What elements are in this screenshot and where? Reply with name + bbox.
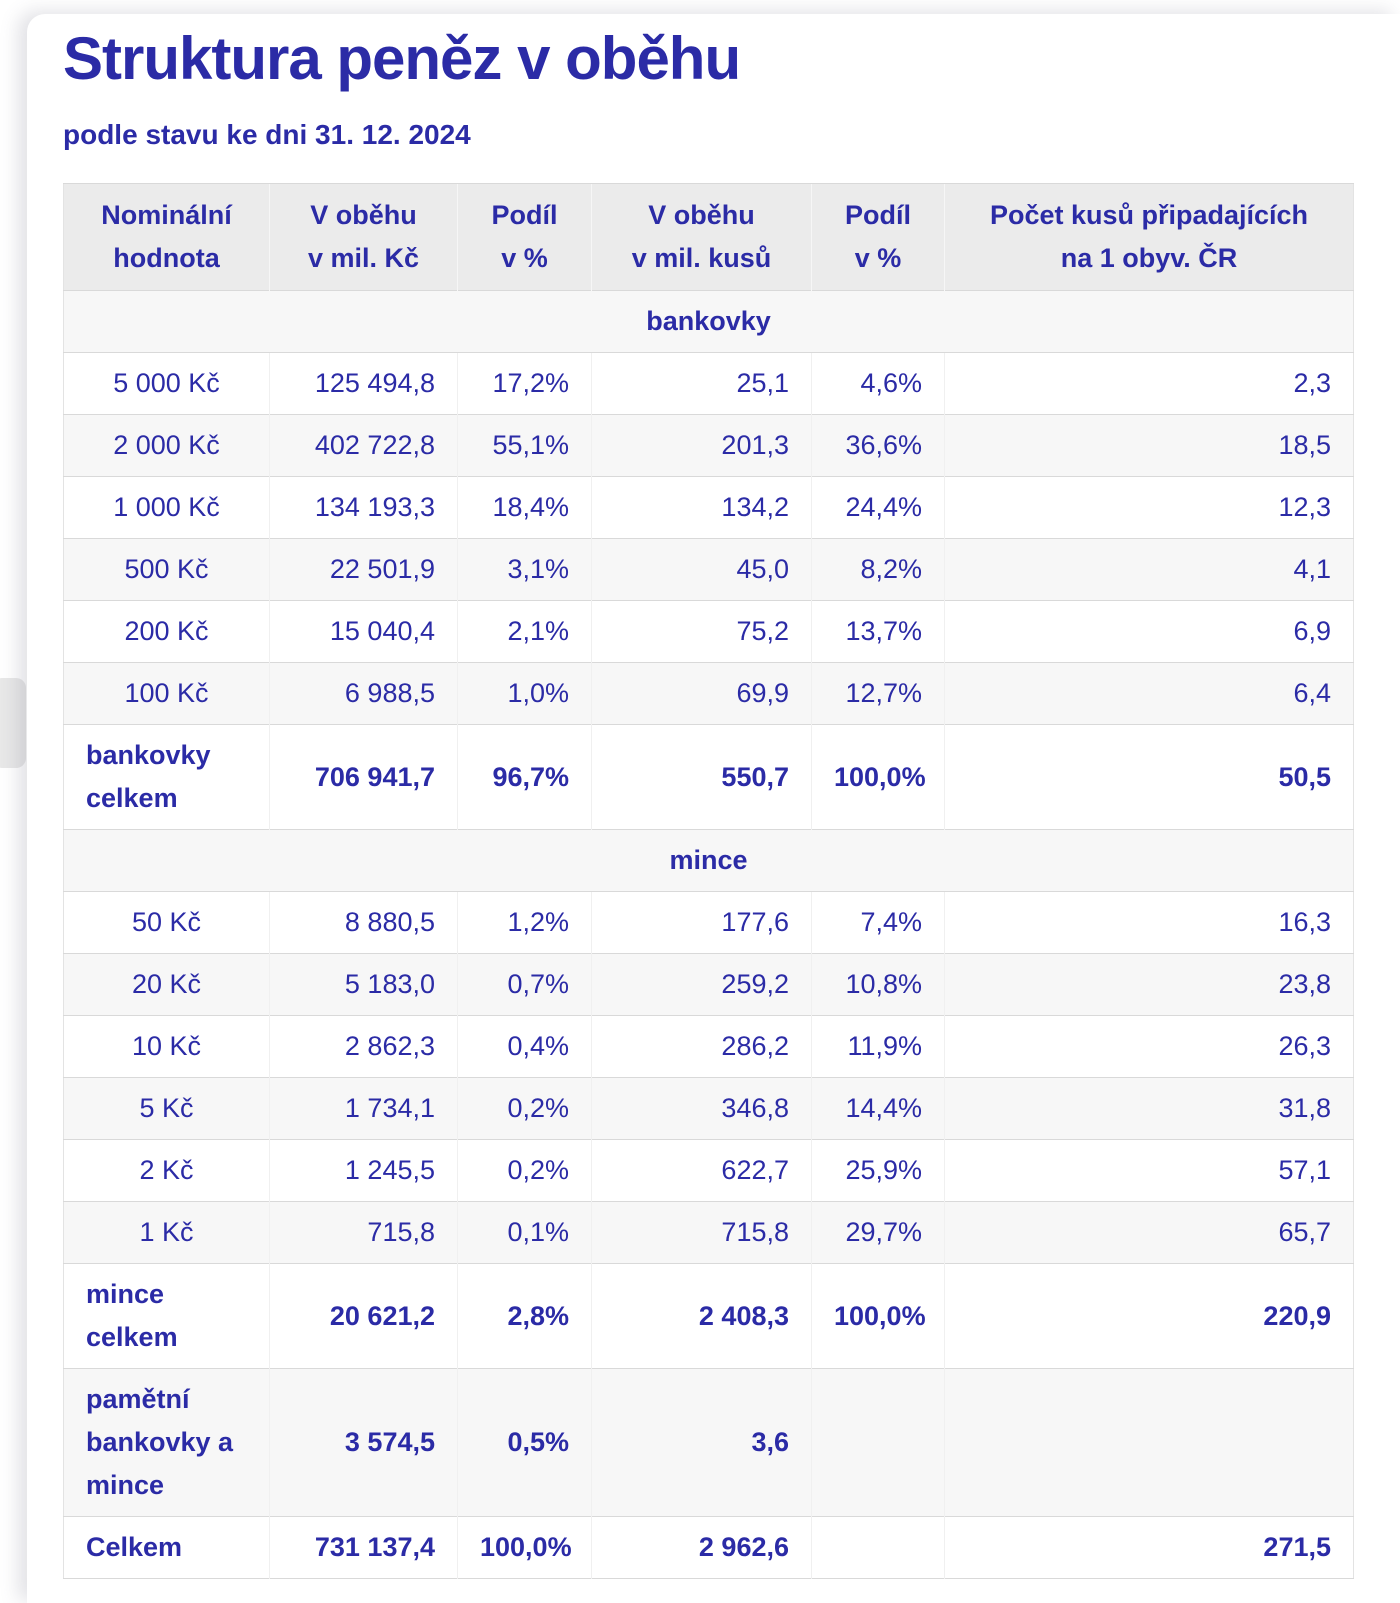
- table-row: [64, 1016, 1354, 1078]
- value-cell: 0,4%: [458, 1016, 592, 1078]
- value-cell: [945, 1369, 1354, 1517]
- value-cell: 75,2: [592, 601, 812, 663]
- value-cell: 6,4: [945, 663, 1354, 725]
- value-cell: 622,7: [592, 1140, 812, 1202]
- table-row: [64, 1202, 1354, 1264]
- value-cell: 134 193,3: [270, 477, 458, 539]
- table-row: [64, 353, 1354, 415]
- value-cell: 402 722,8: [270, 415, 458, 477]
- value-cell: 271,5: [945, 1517, 1354, 1579]
- value-cell: 0,7%: [458, 954, 592, 1016]
- value-cell: 2 962,6: [592, 1517, 812, 1579]
- column-header-1: V oběhu v mil. Kč: [270, 184, 458, 291]
- value-cell: 220,9: [945, 1264, 1354, 1369]
- value-cell: 715,8: [592, 1202, 812, 1264]
- denomination-cell: mince celkem: [64, 1264, 270, 1369]
- value-cell: 16,3: [945, 892, 1354, 954]
- value-cell: 31,8: [945, 1078, 1354, 1140]
- total-row: [64, 1517, 1354, 1579]
- column-header-2: Podíl v %: [458, 184, 592, 291]
- value-cell: 6 988,5: [270, 663, 458, 725]
- denomination-cell: 2 000 Kč: [64, 415, 270, 477]
- value-cell: 177,6: [592, 892, 812, 954]
- value-cell: 134,2: [592, 477, 812, 539]
- value-cell: 13,7%: [812, 601, 945, 663]
- value-cell: 1,0%: [458, 663, 592, 725]
- denomination-cell: 100 Kč: [64, 663, 270, 725]
- value-cell: 23,8: [945, 954, 1354, 1016]
- value-cell: 100,0%: [812, 1264, 945, 1369]
- denomination-cell: Celkem: [64, 1517, 270, 1579]
- value-cell: 57,1: [945, 1140, 1354, 1202]
- page-content: [63, 0, 1354, 1579]
- section-row: [64, 830, 1354, 892]
- section-label: mince: [64, 830, 1354, 892]
- denomination-cell: 20 Kč: [64, 954, 270, 1016]
- value-cell: 286,2: [592, 1016, 812, 1078]
- value-cell: 18,4%: [458, 477, 592, 539]
- denomination-cell: bankovky celkem: [64, 725, 270, 830]
- value-cell: 17,2%: [458, 353, 592, 415]
- value-cell: 100,0%: [458, 1517, 592, 1579]
- denomination-cell: 1 000 Kč: [64, 477, 270, 539]
- value-cell: 1 734,1: [270, 1078, 458, 1140]
- value-cell: 5 183,0: [270, 954, 458, 1016]
- table-row: [64, 1140, 1354, 1202]
- value-cell: 12,7%: [812, 663, 945, 725]
- column-header-0: Nominální hodnota: [64, 184, 270, 291]
- table-row: [64, 1078, 1354, 1140]
- denomination-cell: 5 000 Kč: [64, 353, 270, 415]
- value-cell: 69,9: [592, 663, 812, 725]
- value-cell: 10,8%: [812, 954, 945, 1016]
- value-cell: 6,9: [945, 601, 1354, 663]
- value-cell: 731 137,4: [270, 1517, 458, 1579]
- value-cell: [812, 1517, 945, 1579]
- denomination-cell: 2 Kč: [64, 1140, 270, 1202]
- value-cell: 0,1%: [458, 1202, 592, 1264]
- value-cell: 2 408,3: [592, 1264, 812, 1369]
- table-row: [64, 477, 1354, 539]
- value-cell: 22 501,9: [270, 539, 458, 601]
- denomination-cell: 5 Kč: [64, 1078, 270, 1140]
- denomination-cell: 200 Kč: [64, 601, 270, 663]
- table-row: [64, 601, 1354, 663]
- value-cell: 2 862,3: [270, 1016, 458, 1078]
- value-cell: 2,8%: [458, 1264, 592, 1369]
- value-cell: 0,2%: [458, 1140, 592, 1202]
- value-cell: 45,0: [592, 539, 812, 601]
- value-cell: 20 621,2: [270, 1264, 458, 1369]
- value-cell: 15 040,4: [270, 601, 458, 663]
- page-edge-scrollbar-thumb: [0, 678, 26, 768]
- denomination-cell: 1 Kč: [64, 1202, 270, 1264]
- denomination-cell: 500 Kč: [64, 539, 270, 601]
- denomination-cell: pamětní bankovky a mince: [64, 1369, 270, 1517]
- value-cell: 3 574,5: [270, 1369, 458, 1517]
- value-cell: 100,0%: [812, 725, 945, 830]
- column-header-5: Počet kusů připadajících na 1 obyv. ČR: [945, 184, 1354, 291]
- table-header: [64, 184, 1354, 291]
- page-subtitle: podle stavu ke dni 31. 12. 2024: [63, 119, 471, 150]
- table-row: [64, 663, 1354, 725]
- value-cell: 4,1: [945, 539, 1354, 601]
- table-row: [64, 415, 1354, 477]
- value-cell: 12,3: [945, 477, 1354, 539]
- value-cell: 2,3: [945, 353, 1354, 415]
- column-header-4: Podíl v %: [812, 184, 945, 291]
- value-cell: [812, 1369, 945, 1517]
- value-cell: 3,6: [592, 1369, 812, 1517]
- value-cell: 0,5%: [458, 1369, 592, 1517]
- value-cell: 96,7%: [458, 725, 592, 830]
- value-cell: 14,4%: [812, 1078, 945, 1140]
- denomination-cell: 10 Kč: [64, 1016, 270, 1078]
- table-row: [64, 892, 1354, 954]
- table-row: [64, 954, 1354, 1016]
- value-cell: 50,5: [945, 725, 1354, 830]
- value-cell: 7,4%: [812, 892, 945, 954]
- value-cell: 1,2%: [458, 892, 592, 954]
- money-structure-table: [63, 183, 1354, 1579]
- value-cell: 36,6%: [812, 415, 945, 477]
- value-cell: 55,1%: [458, 415, 592, 477]
- value-cell: 1 245,5: [270, 1140, 458, 1202]
- value-cell: 4,6%: [812, 353, 945, 415]
- value-cell: 29,7%: [812, 1202, 945, 1264]
- value-cell: 24,4%: [812, 477, 945, 539]
- value-cell: 26,3: [945, 1016, 1354, 1078]
- total-row: [64, 725, 1354, 830]
- value-cell: 550,7: [592, 725, 812, 830]
- value-cell: 201,3: [592, 415, 812, 477]
- value-cell: 65,7: [945, 1202, 1354, 1264]
- value-cell: 0,2%: [458, 1078, 592, 1140]
- value-cell: 8 880,5: [270, 892, 458, 954]
- table-body: [64, 291, 1354, 1579]
- value-cell: 346,8: [592, 1078, 812, 1140]
- value-cell: 259,2: [592, 954, 812, 1016]
- section-row: [64, 291, 1354, 353]
- header-row: [64, 184, 1354, 291]
- value-cell: 125 494,8: [270, 353, 458, 415]
- section-label: bankovky: [64, 291, 1354, 353]
- value-cell: 25,1: [592, 353, 812, 415]
- value-cell: 8,2%: [812, 539, 945, 601]
- page-title: Struktura peněz v oběhu: [63, 25, 741, 92]
- value-cell: 706 941,7: [270, 725, 458, 830]
- value-cell: 715,8: [270, 1202, 458, 1264]
- value-cell: 2,1%: [458, 601, 592, 663]
- column-header-3: V oběhu v mil. kusů: [592, 184, 812, 291]
- value-cell: 18,5: [945, 415, 1354, 477]
- value-cell: 11,9%: [812, 1016, 945, 1078]
- value-cell: 25,9%: [812, 1140, 945, 1202]
- value-cell: 3,1%: [458, 539, 592, 601]
- table-row: [64, 539, 1354, 601]
- denomination-cell: 50 Kč: [64, 892, 270, 954]
- total-row: [64, 1264, 1354, 1369]
- total-row: [64, 1369, 1354, 1517]
